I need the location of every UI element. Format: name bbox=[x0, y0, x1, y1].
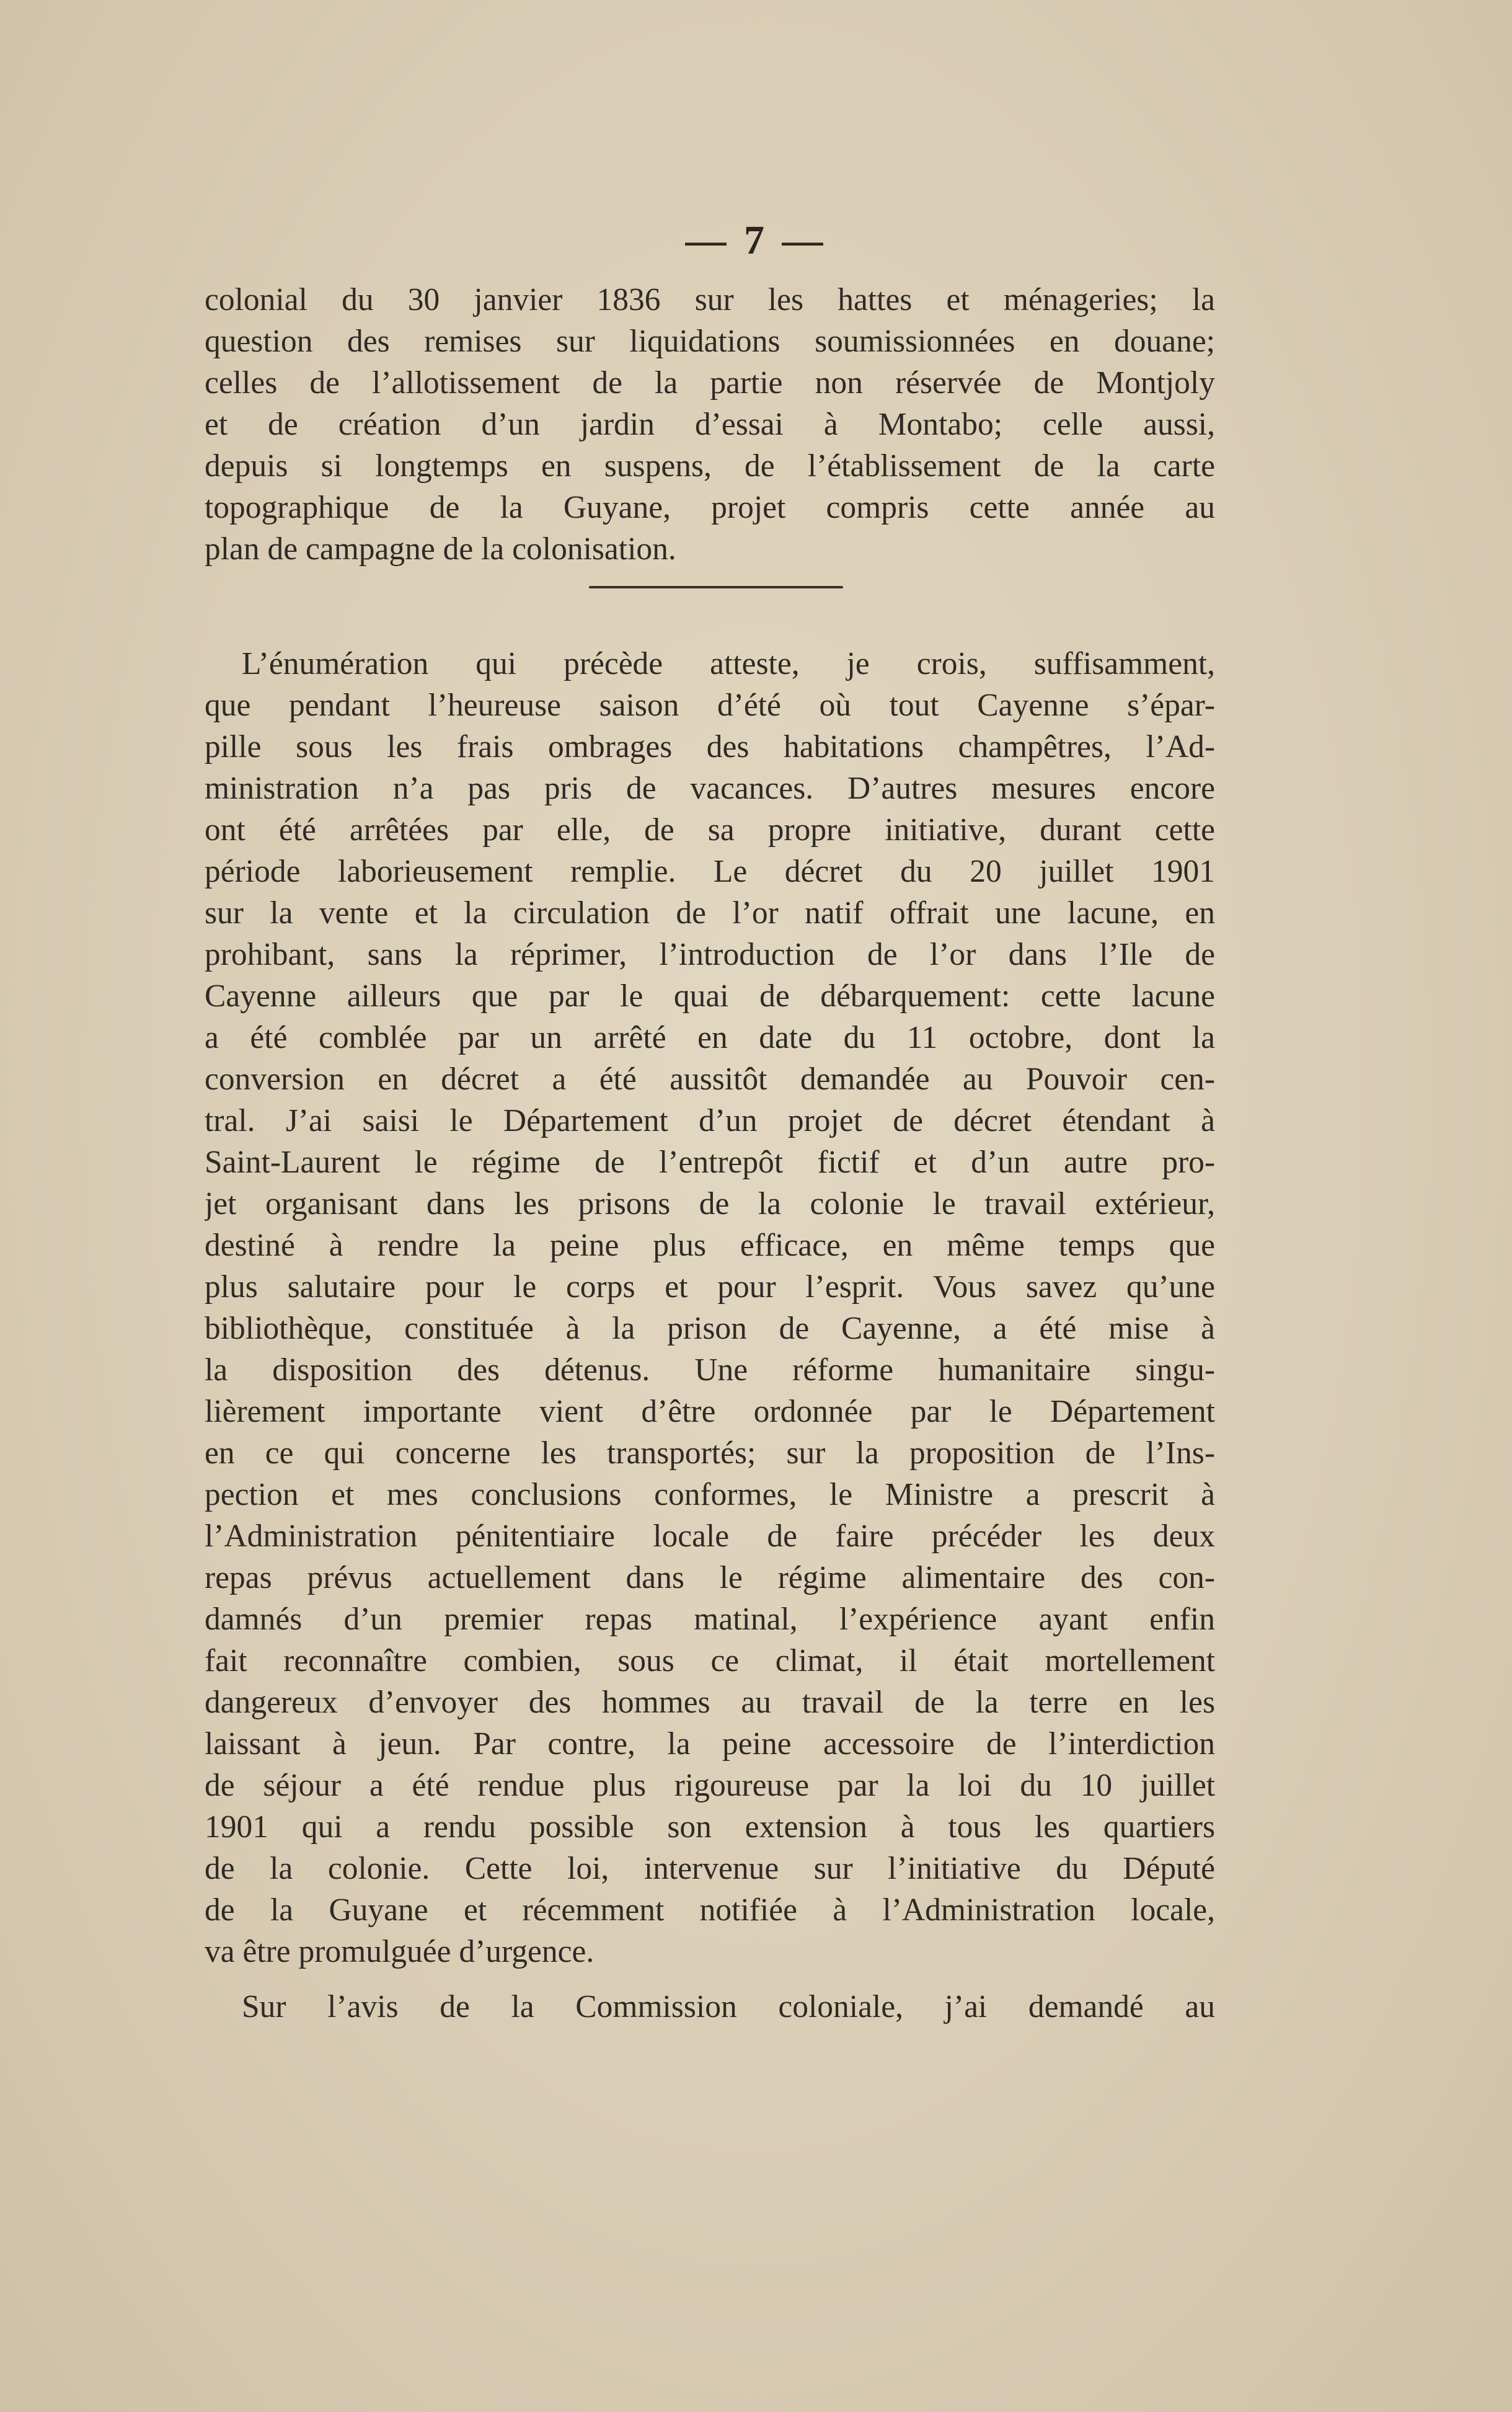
text-line: plus salutaire pour le corps et pour l’esprit. Vous savez qu’une bbox=[205, 1269, 1215, 1305]
page-number: — 7 — bbox=[685, 218, 827, 263]
text-line: ministration n’a pas pris de vacances. D’autres mesures encore bbox=[205, 771, 1215, 806]
text-line: plan de campagne de la colonisation. bbox=[205, 531, 676, 567]
paragraph-2 bbox=[205, 643, 1215, 1972]
separator-rule bbox=[589, 586, 843, 588]
text-line: celles de l’allotissement de la partie non réservée de Montjoly bbox=[205, 365, 1215, 401]
section-separator bbox=[205, 570, 1215, 626]
paragraph-1 bbox=[205, 279, 1215, 570]
text-line: et de création d’un jardin d’essai à Montabo; celle aussi, bbox=[205, 407, 1215, 442]
text-line: en ce qui concerne les transportés; sur la proposition de l’Ins- bbox=[205, 1435, 1215, 1471]
text-line: la disposition des détenus. Une réforme humanitaire singu- bbox=[205, 1352, 1215, 1388]
text-line: Cayenne ailleurs que par le quai de débarquement: cette lacune bbox=[205, 978, 1215, 1014]
text-line: de séjour a été rendue plus rigoureuse par la loi du 10 juillet bbox=[205, 1768, 1215, 1803]
body-text bbox=[205, 279, 1215, 2028]
text-line: topographique de la Guyane, projet compris cette année au bbox=[205, 490, 1215, 525]
text-line: dangereux d’envoyer des hommes au travail de la terre en les bbox=[205, 1685, 1215, 1720]
text-line: de la colonie. Cette loi, intervenue sur l’initiative du Député bbox=[205, 1851, 1215, 1886]
text-line: repas prévus actuellement dans le régime alimentaire des con- bbox=[205, 1560, 1215, 1595]
text-line: va être promulguée d’urgence. bbox=[205, 1934, 595, 1969]
text-line: L’énumération qui précède atteste, je crois, suffisamment, bbox=[242, 646, 1215, 681]
text-line: damnés d’un premier repas matinal, l’expérience ayant enfin bbox=[205, 1602, 1215, 1637]
paragraph-3 bbox=[205, 1986, 1215, 2028]
text-line: tral. J’ai saisi le Département d’un projet de décret étendant à bbox=[205, 1103, 1215, 1138]
text-line: l’Administration pénitentiaire locale de faire précéder les deux bbox=[205, 1519, 1215, 1554]
text-line: période laborieusement remplie. Le décret du 20 juillet 1901 bbox=[205, 854, 1215, 889]
text-line: colonial du 30 janvier 1836 sur les hattes et ménageries; la bbox=[205, 282, 1215, 317]
text-line: a été comblée par un arrêté en date du 11 octobre, dont la bbox=[205, 1020, 1215, 1055]
text-line: bibliothèque, constituée à la prison de Cayenne, a été mise à bbox=[205, 1311, 1215, 1346]
text-line: conversion en décret a été aussitôt demandée au Pouvoir cen- bbox=[205, 1062, 1215, 1097]
text-line: question des remises sur liquidations soumissionnées en douane; bbox=[205, 324, 1215, 359]
text-line: pille sous les frais ombrages des habitations champêtres, l’Ad- bbox=[205, 729, 1215, 765]
text-line: depuis si longtemps en suspens, de l’établissement de la carte bbox=[205, 448, 1215, 484]
text-line: que pendant l’heureuse saison d’été où tout Cayenne s’épar- bbox=[205, 688, 1215, 723]
text-line: pection et mes conclusions conformes, le Ministre a prescrit à bbox=[205, 1477, 1215, 1512]
text-line: laissant à jeun. Par contre, la peine accessoire de l’interdiction bbox=[205, 1726, 1215, 1762]
text-line: destiné à rendre la peine plus efficace, en même temps que bbox=[205, 1228, 1215, 1263]
text-line: prohibant, sans la réprimer, l’introduction de l’or dans l’Ile de bbox=[205, 937, 1215, 972]
text-line: jet organisant dans les prisons de la colonie le travail extérieur, bbox=[205, 1186, 1215, 1222]
text-line: lièrement importante vient d’être ordonnée par le Département bbox=[205, 1394, 1215, 1429]
text-line: fait reconnaître combien, sous ce climat, il était mortellement bbox=[205, 1643, 1215, 1678]
text-line: Saint-Laurent le régime de l’entrepôt fictif et d’un autre pro- bbox=[205, 1145, 1215, 1180]
text-line: 1901 qui a rendu possible son extension à tous les quartiers bbox=[205, 1809, 1215, 1845]
text-line: Sur l’avis de la Commission coloniale, j’ai demandé au bbox=[242, 1989, 1215, 2024]
text-line: de la Guyane et récemment notifiée à l’Administration locale, bbox=[205, 1892, 1215, 1928]
text-line: sur la vente et la circulation de l’or natif offrait une lacune, en bbox=[205, 895, 1215, 931]
text-line: ont été arrêtées par elle, de sa propre initiative, durant cette bbox=[205, 812, 1215, 848]
